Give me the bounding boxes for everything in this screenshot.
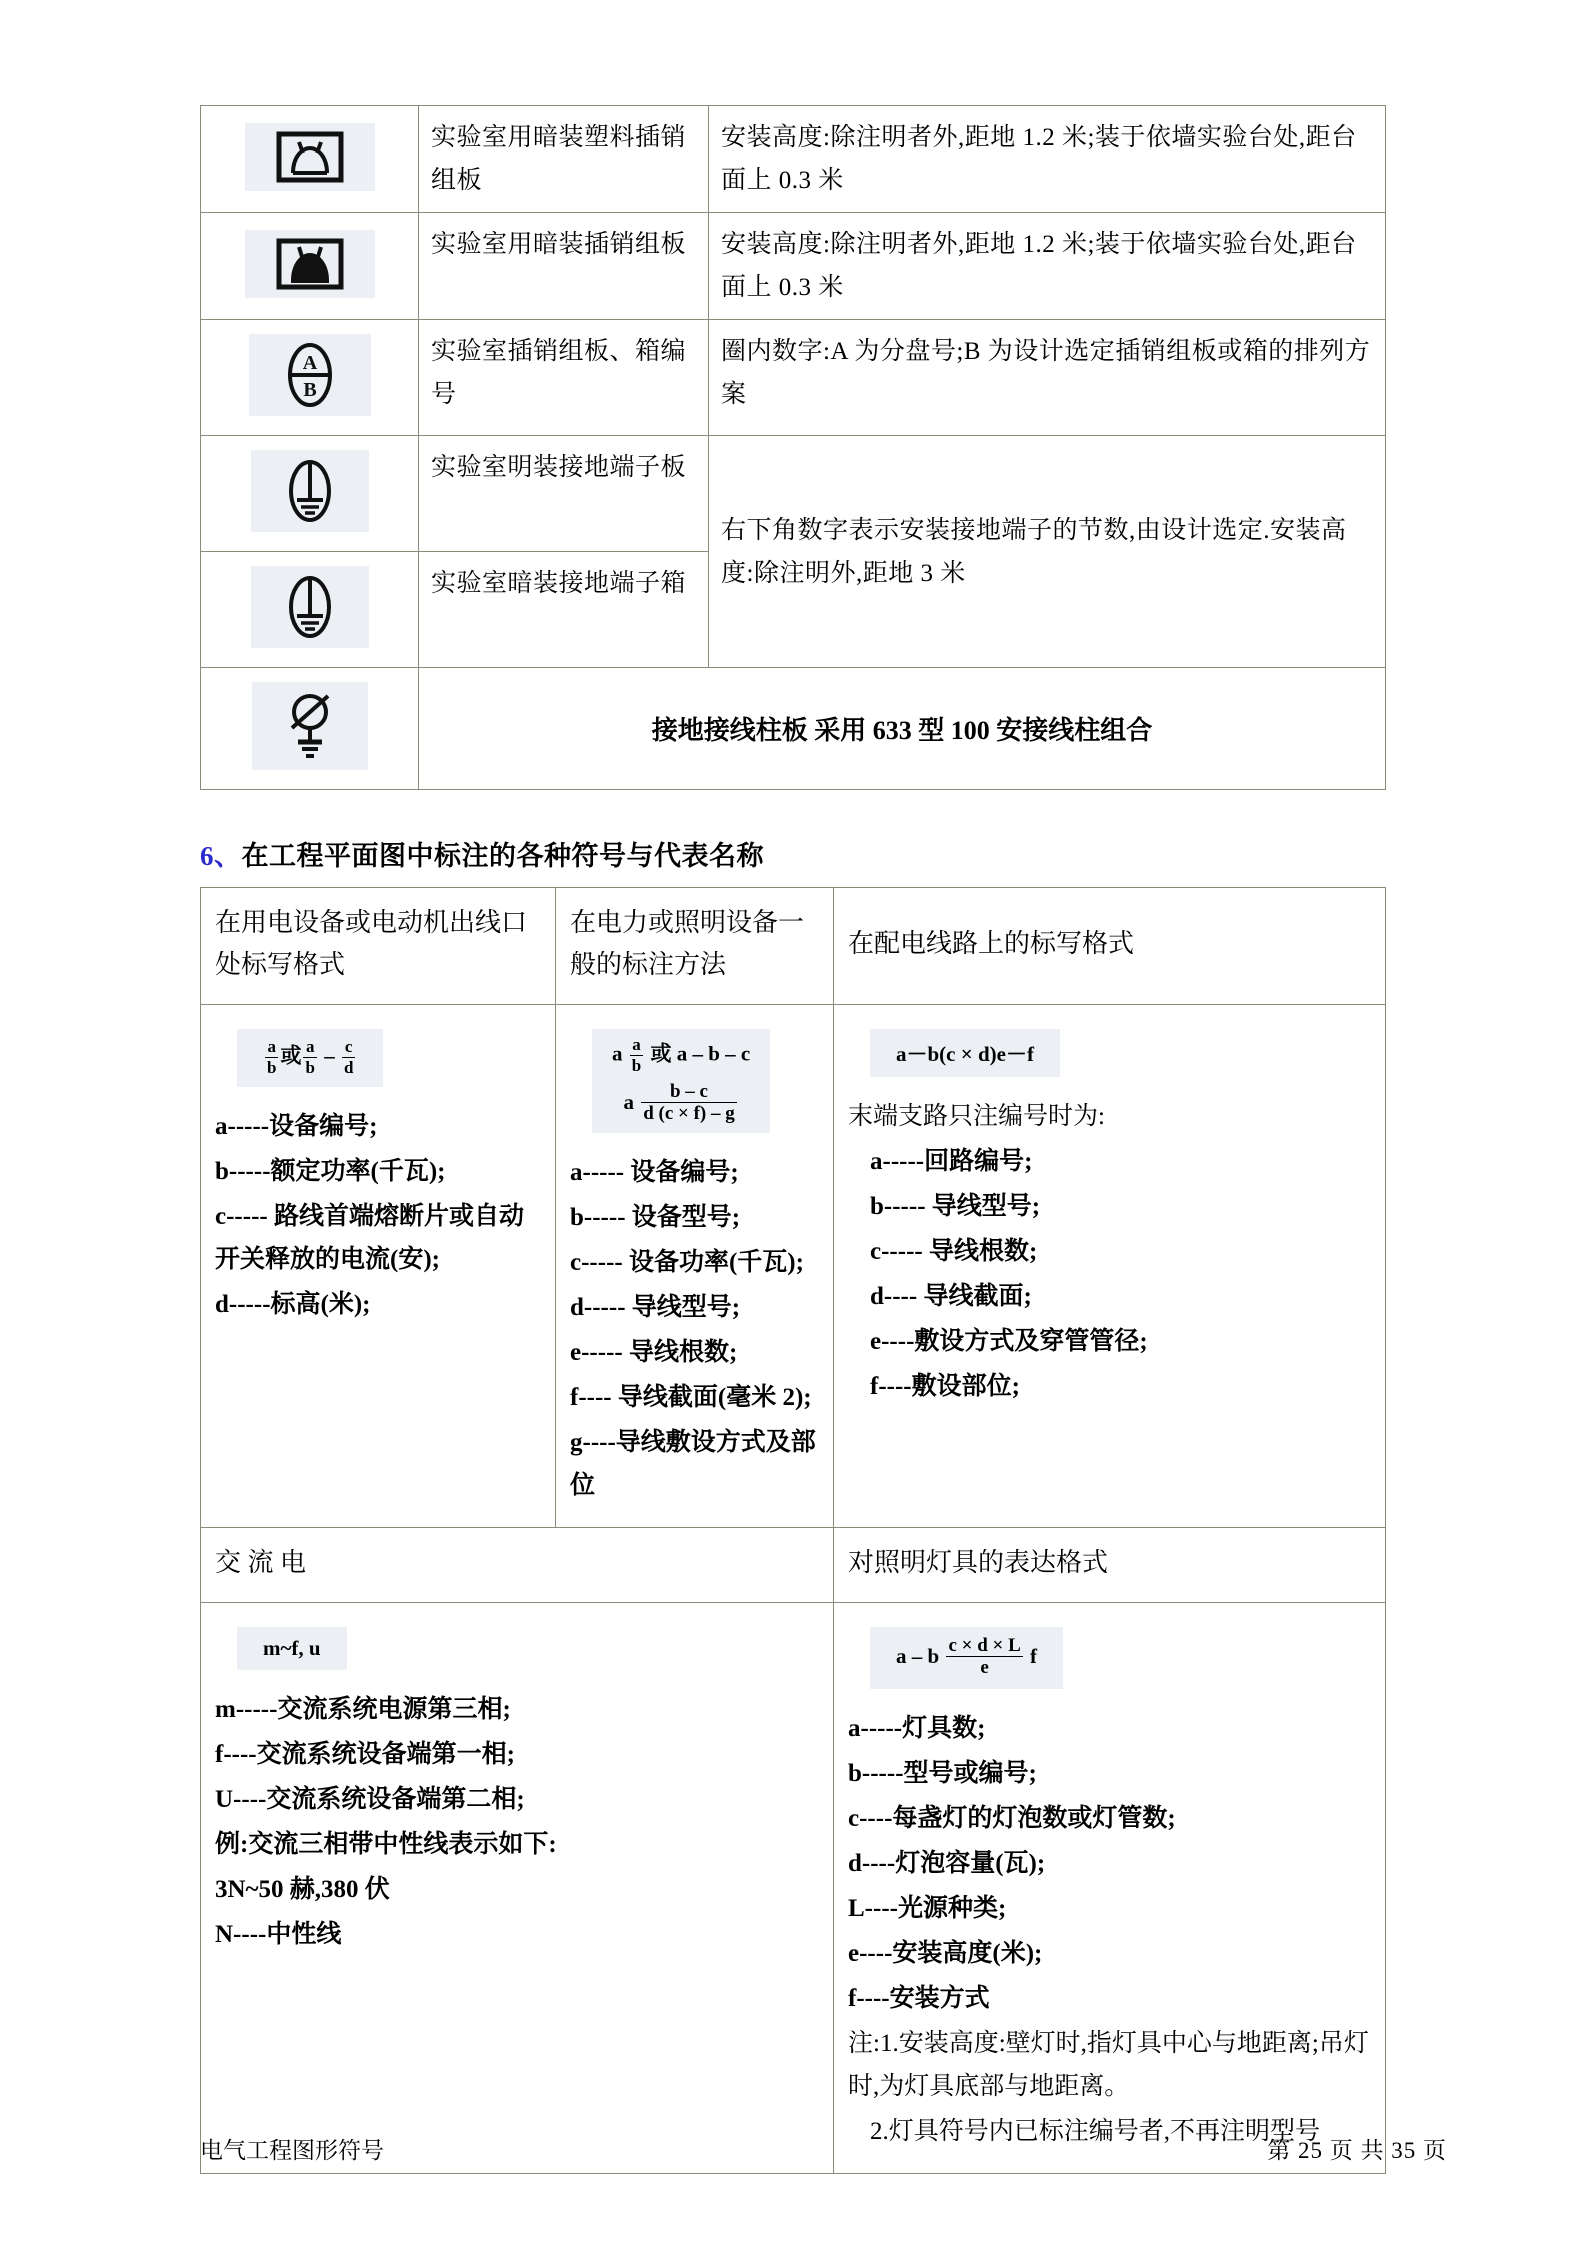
list-item: d---- 导线截面; bbox=[870, 1283, 1032, 1311]
list-item: m-----交流系统电源第三相; bbox=[215, 1695, 511, 1723]
cell-distribution-line bbox=[834, 1005, 1386, 1527]
list-item: b-----型号或编号; bbox=[848, 1759, 1037, 1787]
symbol-cell bbox=[201, 213, 419, 320]
section-number: 6 bbox=[200, 841, 214, 871]
symbol-name: 实验室用暗装塑料插销组板 bbox=[431, 124, 687, 194]
recessed-earth-terminal-box-icon bbox=[251, 566, 369, 648]
table-header-row bbox=[201, 888, 1386, 1005]
legend-list-ac bbox=[215, 1688, 819, 1956]
symbol-desc-cell bbox=[709, 106, 1386, 213]
legend-list-lamp bbox=[848, 1707, 1371, 2153]
symbol-legend-table bbox=[200, 105, 1386, 790]
list-item: f----安装方式 bbox=[848, 1984, 990, 2012]
symbol-cell bbox=[201, 320, 419, 436]
list-item: 例:交流三相带中性线表示如下: bbox=[215, 1830, 557, 1858]
list-item: f----交流系统设备端第一相; bbox=[215, 1740, 515, 1768]
list-item: e----安装高度(米); bbox=[848, 1939, 1043, 1967]
list-item: c----每盏灯的灯泡数或灯管数; bbox=[848, 1804, 1176, 1832]
column-header: 交 流 电 bbox=[215, 1547, 307, 1577]
symbol-name-cell bbox=[419, 213, 709, 320]
list-item: e----敷设方式及穿管管径; bbox=[870, 1328, 1148, 1356]
legend-intro: 末端支路只注编号时为: bbox=[848, 1103, 1105, 1131]
list-item: a-----灯具数; bbox=[848, 1714, 986, 1742]
list-item: f---- 导线截面(毫米 2); bbox=[570, 1383, 812, 1411]
section-title: 在工程平面图中标注的各种符号与代表名称 bbox=[241, 841, 764, 871]
cell-lighting-fixture bbox=[834, 1602, 1386, 2173]
cell-equipment-outlet bbox=[201, 1005, 556, 1527]
symbol-cell bbox=[201, 106, 419, 213]
symbol-name-cell bbox=[419, 552, 709, 668]
formula-alternating-current bbox=[237, 1627, 347, 1670]
symbol-desc-cell bbox=[709, 213, 1386, 320]
column-header: 在用电设备或电动机出线口处标写格式 bbox=[215, 908, 528, 980]
surface-earth-terminal-board-icon bbox=[251, 450, 369, 532]
symbol-description: 圈内数字:A 为分盘号;B 为设计选定插销组板或箱的排列方案 bbox=[721, 338, 1371, 408]
symbol-description: 安装高度:除注明者外,距地 1.2 米;装于依墙实验台处,距台面上 0.3 米 bbox=[721, 231, 1357, 301]
symbol-description: 安装高度:除注明者外,距地 1.2 米;装于依墙实验台处,距台面上 0.3 米 bbox=[721, 124, 1357, 194]
list-item: L----光源种类; bbox=[848, 1894, 1007, 1922]
symbol-desc-cell bbox=[709, 320, 1386, 436]
list-item: c----- 路线首端熔断片或自动开关释放的电流(安); bbox=[215, 1202, 524, 1273]
table-row bbox=[201, 1602, 1386, 2173]
formula-power-lighting: a $\frac{a}{b}$ 或 a – b – c a $\frac{b - c}{d (c \times f) - g}$ bbox=[592, 1029, 770, 1132]
list-item: 3N~50 赫,380 伏 bbox=[215, 1875, 390, 1903]
list-item: a----- 设备编号; bbox=[570, 1158, 739, 1186]
plug-board-box-number-icon bbox=[249, 334, 371, 416]
list-item: a-----设备编号; bbox=[215, 1112, 378, 1140]
symbol-cell bbox=[201, 436, 419, 552]
list-item: b-----额定功率(千瓦); bbox=[215, 1157, 446, 1185]
list-item: N----中性线 bbox=[215, 1920, 342, 1948]
note-item: 2.灯具符号内已标注编号者,不再注明型号 bbox=[870, 2117, 1321, 2145]
formula-text: m~f, u bbox=[263, 1635, 321, 1660]
page-footer bbox=[200, 2132, 1447, 2165]
table-row bbox=[201, 436, 1386, 552]
legend-list-col3 bbox=[848, 1095, 1371, 1408]
list-item: b----- 设备型号; bbox=[570, 1203, 741, 1231]
header-cell-equipment-outlet bbox=[201, 888, 556, 1005]
formula-lighting-fixture: a – b $\frac{c \times d \times L}{e}$ f bbox=[870, 1627, 1063, 1689]
list-item: c----- 设备功率(千瓦); bbox=[570, 1248, 804, 1276]
list-item: g----导线敷设方式及部位 bbox=[570, 1428, 816, 1499]
note-item: 注:1.安装高度:壁灯时,指灯具中心与地距离;吊灯时,为灯具底部与地距离。 bbox=[848, 2029, 1369, 2100]
legend-list-col1 bbox=[215, 1105, 541, 1326]
table-row bbox=[201, 320, 1386, 436]
svg-text:B: B bbox=[302, 379, 317, 401]
symbol-name: 实验室明装接地端子板 bbox=[431, 454, 687, 481]
table-row bbox=[201, 213, 1386, 320]
list-item: b----- 导线型号; bbox=[870, 1193, 1041, 1221]
earthing-post-note: 接地接线柱板 采用 633 型 100 安接线柱组合 bbox=[419, 668, 1386, 790]
header-cell-distribution-line bbox=[834, 888, 1386, 1005]
column-header: 在电力或照明设备一般的标注方法 bbox=[570, 908, 805, 980]
list-item: c----- 导线根数; bbox=[870, 1238, 1038, 1266]
list-item: f----敷设部位; bbox=[870, 1373, 1020, 1401]
symbol-name-cell bbox=[419, 106, 709, 213]
svg-text:A: A bbox=[302, 352, 317, 374]
table-header-row bbox=[201, 1527, 1386, 1602]
symbol-name: 实验室暗装接地端子箱 bbox=[431, 570, 687, 597]
list-item: d----灯泡容量(瓦); bbox=[848, 1849, 1046, 1877]
symbol-description: 右下角数字表示安装接地端子的节数,由设计选定.安装高度:除注明外,距地 3 米 bbox=[721, 516, 1347, 587]
header-cell-alternating-current bbox=[201, 1527, 834, 1602]
earthing-terminal-post-icon bbox=[252, 682, 368, 770]
marking-format-table bbox=[200, 887, 1386, 2174]
list-item: U----交流系统设备端第二相; bbox=[215, 1785, 525, 1813]
cell-power-lighting bbox=[556, 1005, 834, 1527]
formula-text: a－b(c × d)e－f bbox=[896, 1042, 1034, 1067]
cell-alternating-current bbox=[201, 1602, 834, 2173]
header-cell-lighting-fixture bbox=[834, 1527, 1386, 1602]
list-item: e----- 导线根数; bbox=[570, 1338, 738, 1366]
column-header: 对照明灯具的表达格式 bbox=[848, 1547, 1109, 1577]
symbol-name: 实验室插销组板、箱编号 bbox=[431, 338, 687, 408]
list-item: a-----回路编号; bbox=[870, 1148, 1033, 1176]
table-row bbox=[201, 106, 1386, 213]
section-heading bbox=[200, 834, 1447, 873]
recessed-plastic-plug-board-icon bbox=[245, 123, 375, 191]
formula-distribution-line bbox=[870, 1029, 1060, 1077]
list-item: d-----标高(米); bbox=[215, 1290, 371, 1318]
column-header: 在配电线路上的标写格式 bbox=[848, 929, 1135, 959]
recessed-plug-board-icon bbox=[245, 230, 375, 298]
list-item: d----- 导线型号; bbox=[570, 1293, 741, 1321]
symbol-name-cell bbox=[419, 436, 709, 552]
symbol-cell bbox=[201, 552, 419, 668]
header-cell-power-lighting bbox=[556, 888, 834, 1005]
table-row bbox=[201, 1005, 1386, 1527]
formula-equipment-outlet: $\frac{a}{b}$ 或 $\frac{a}{b}$ – $\frac{c}{d}$ bbox=[237, 1029, 383, 1086]
symbol-name: 实验室用暗装插销组板 bbox=[431, 231, 687, 258]
footer-document-title: 电气工程图形符号 bbox=[200, 2138, 384, 2163]
symbol-name-cell bbox=[419, 320, 709, 436]
symbol-cell bbox=[201, 668, 419, 790]
footer-page-number: 第 25 页 共 35 页 bbox=[1267, 2138, 1447, 2163]
symbol-desc-cell-merged bbox=[709, 436, 1386, 668]
legend-list-col2 bbox=[570, 1151, 819, 1507]
table-row bbox=[201, 668, 1386, 790]
section-punct: 、 bbox=[214, 841, 242, 871]
